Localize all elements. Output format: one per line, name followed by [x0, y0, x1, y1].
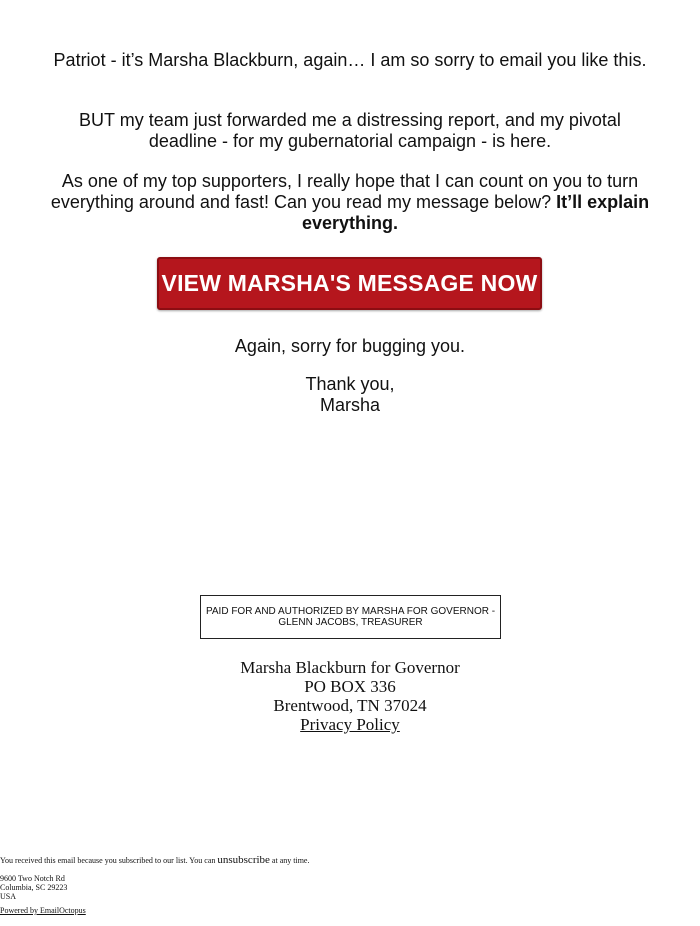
received-text: You received this email because you subscribed to our list. You can	[0, 856, 218, 865]
anytime-text: at any time.	[269, 856, 310, 865]
ask-bold-text: It’ll explain everything.	[301, 192, 650, 233]
unsubscribe-link[interactable]: unsubscribe	[217, 854, 270, 866]
sender-city: Columbia, SC 29223	[0, 883, 68, 892]
report-paragraph: BUT my team just forwarded me a distressing report, and my pivotal deadline - for my gubernatorial campaign - is here.	[79, 110, 621, 151]
org-name: Marsha Blackburn for Governor	[240, 658, 460, 677]
view-message-button[interactable]: VIEW MARSHA'S MESSAGE NOW	[157, 257, 542, 310]
signoff	[50, 374, 650, 416]
city-state-zip: Brentwood, TN 37024	[273, 696, 427, 715]
powered-by	[0, 906, 86, 915]
emailoctopus-link[interactable]: Powered by EmailOctopus	[0, 906, 86, 915]
subscription-notice	[0, 856, 309, 865]
ask-paragraph	[50, 171, 650, 234]
po-box: PO BOX 336	[304, 677, 396, 696]
paid-for-disclaimer: PAID FOR AND AUTHORIZED BY MARSHA FOR GOVERNOR - GLENN JACOBS, TREASURER	[200, 595, 501, 639]
signature-text: Marsha	[319, 395, 381, 415]
ask-text: As one of my top supporters, I really hope that I can count on you to turn everything around and fast! Can you read my message below?	[50, 171, 639, 212]
thanks-text: Thank you,	[305, 374, 395, 394]
apology-text: Again, sorry for bugging you.	[234, 336, 466, 356]
mailing-address	[150, 658, 550, 734]
sender-street: 9600 Two Notch Rd	[0, 874, 65, 883]
privacy-policy-link[interactable]: Privacy Policy	[300, 715, 400, 734]
sender-address	[0, 874, 67, 901]
sender-country: USA	[0, 892, 17, 901]
intro-paragraph: Patriot - it’s Marsha Blackburn, again… I am so sorry to email you like this.	[53, 50, 647, 70]
